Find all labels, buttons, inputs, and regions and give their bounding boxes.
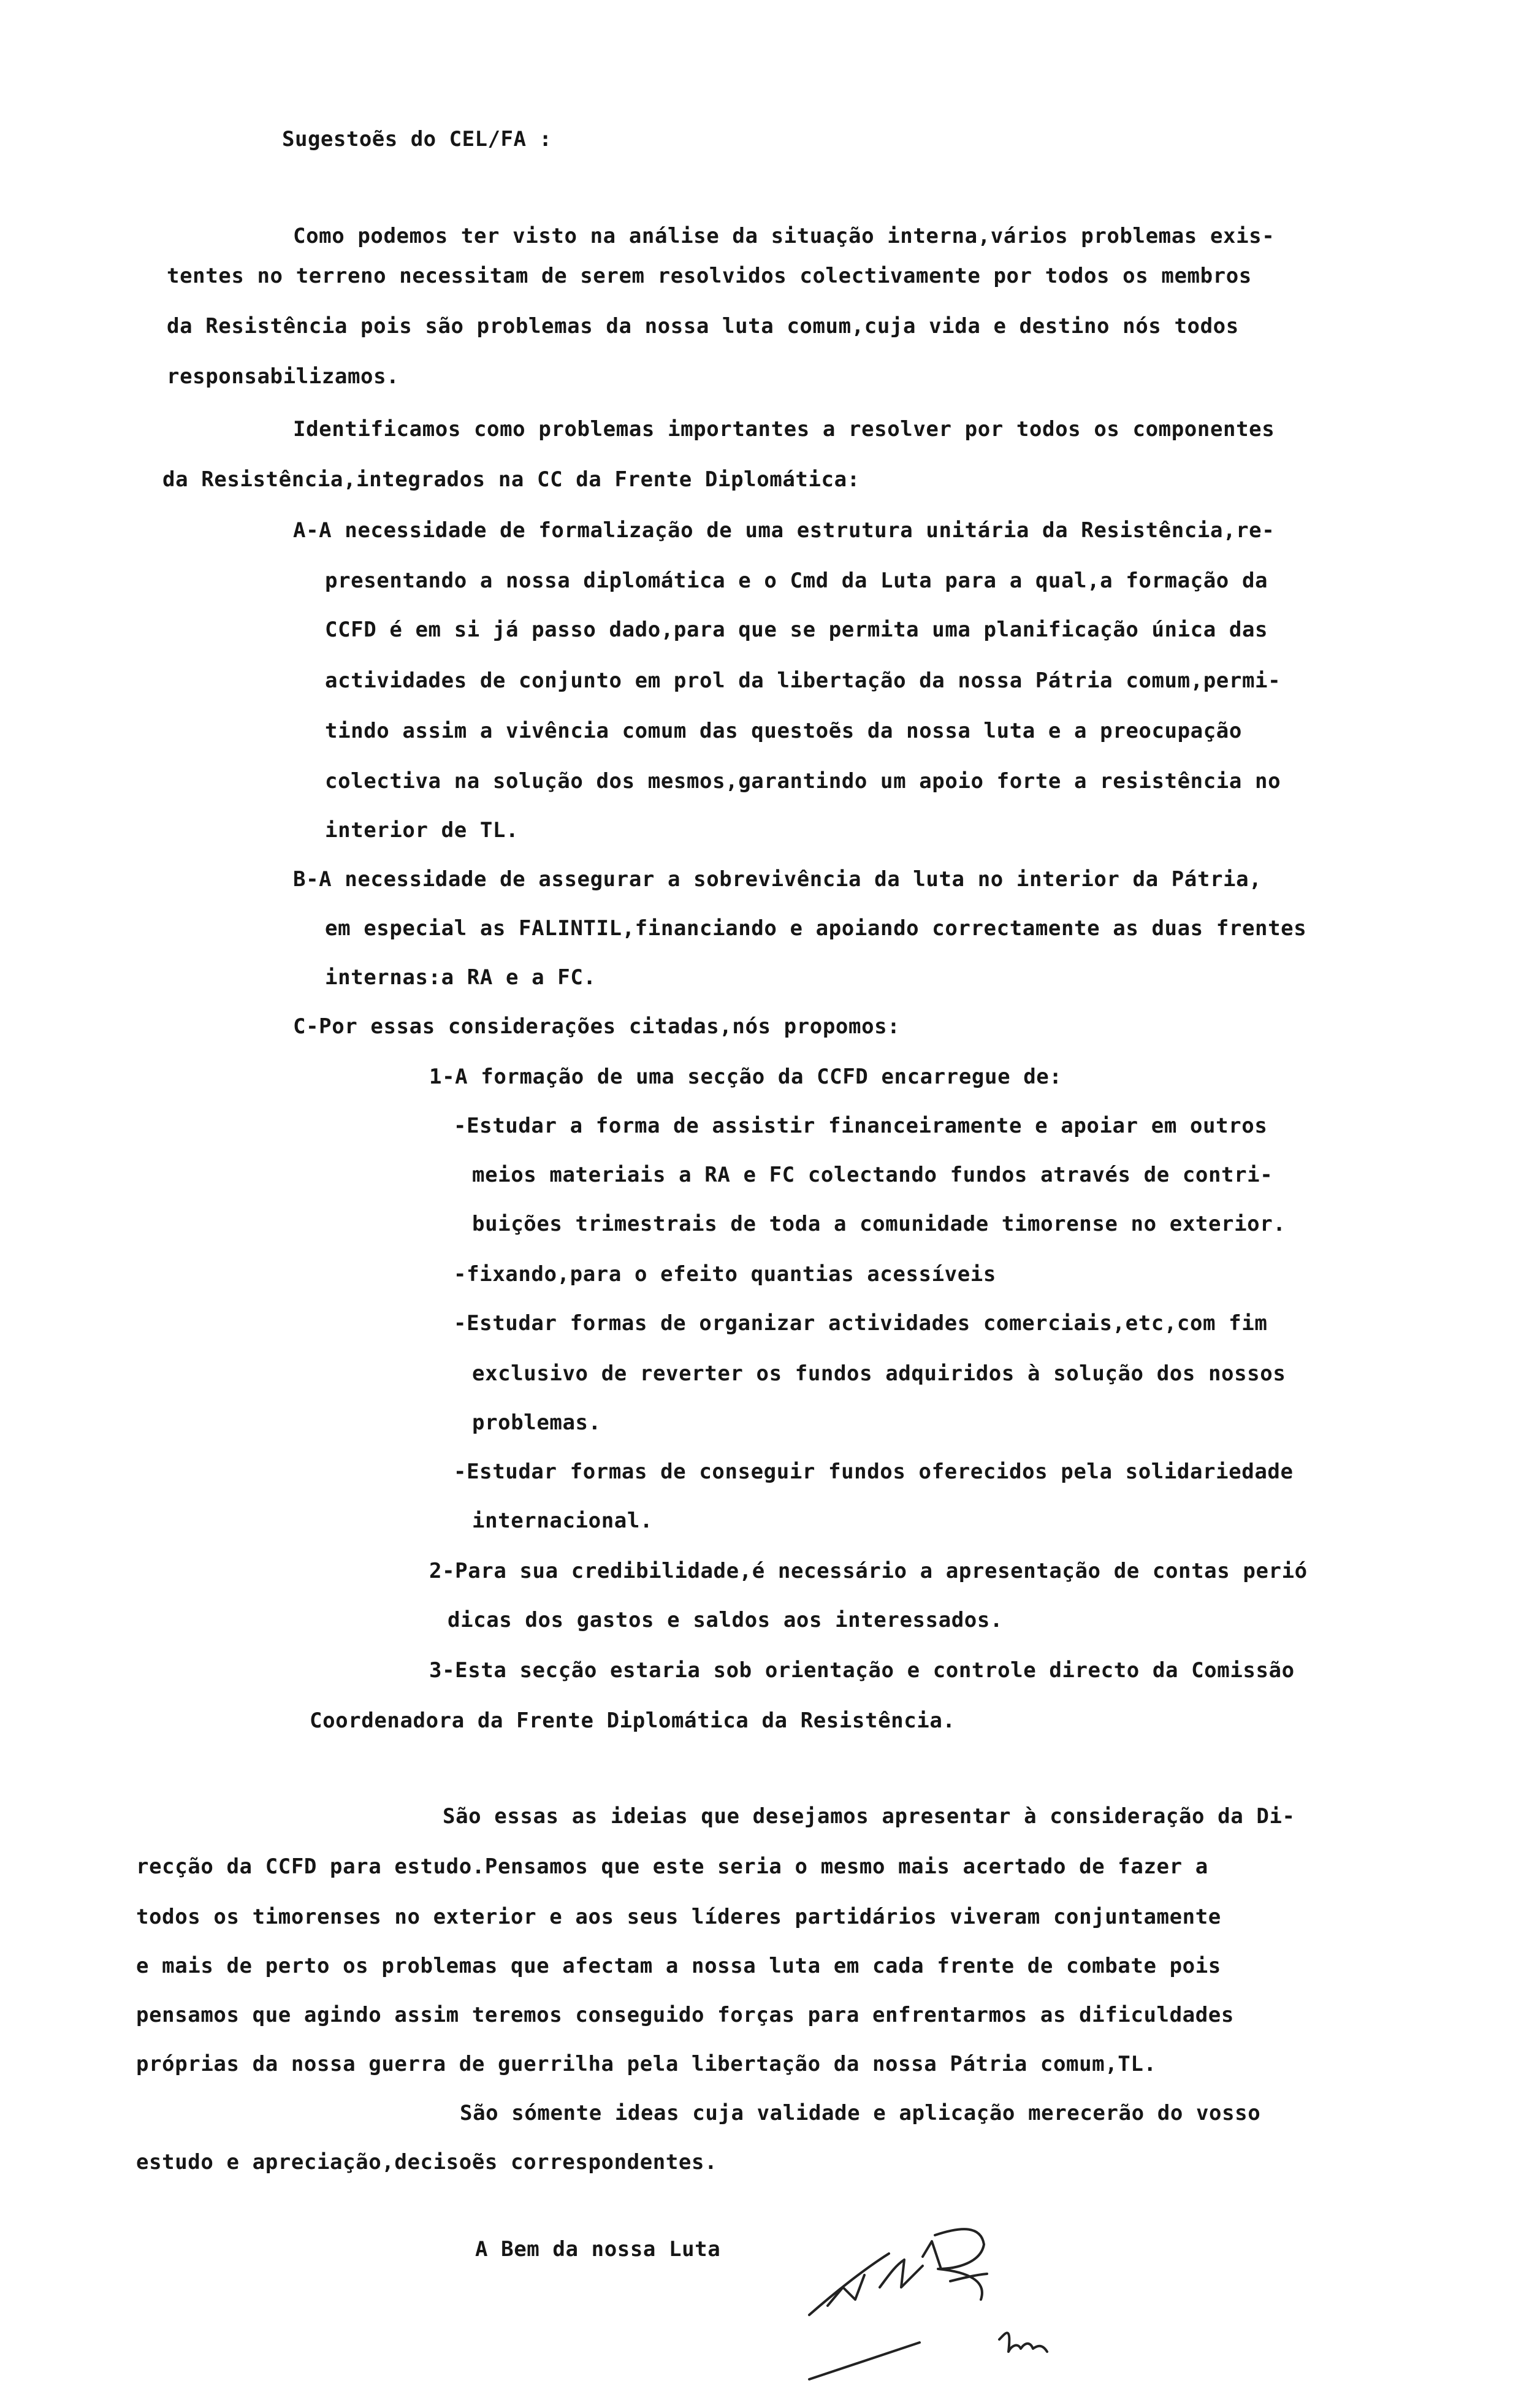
item-a-line: CCFD é em si já passo dado,para que se permita uma planificação única das [325,618,1268,642]
proposal-2-line: dicas dos gastos e saldos aos interessados. [448,1608,1003,1632]
closing-line: São sómente ideas cuja validade e aplicação merecerão do vosso [460,2101,1261,2125]
proposal-1-line: 1-A formação de uma secção da CCFD encarregue de: [429,1065,1062,1089]
proposal-1-line: exclusivo de reverter os fundos adquiridos à solução dos nossos [472,1361,1286,1386]
item-a-line: interior de TL. [325,818,519,843]
closing-line: recção da CCFD para estudo.Pensamos que este seria o mesmo mais acertado de fazer a [136,1854,1208,1879]
closing-line: próprias da nossa guerra de guerrilha pela libertação da nossa Pátria comum,TL. [136,2052,1157,2076]
proposal-3-line: 3-Esta secção estaria sob orientação e controle directo da Comissão [429,1658,1295,1683]
intro-line: da Resistência pois são problemas da nossa luta comum,cuja vida e destino nós todos [167,314,1239,338]
item-a-line: tindo assim a vivência comum das questoẽs da nossa luta e a preocupação [325,719,1242,743]
proposal-1-line: meios materiais a RA e FC colectando fundos através de contri- [472,1163,1273,1187]
item-a-line: A-A necessidade de formalização de uma estrutura unitária da Resistência,re- [293,518,1275,543]
proposal-1-line: buições trimestrais de toda a comunidade timorense no exterior. [472,1212,1286,1236]
proposal-1-line: -fixando,para o efeito quantias acessíveis [454,1262,996,1287]
item-a-line: colectiva na solução dos mesmos,garantindo um apoio forte a resistência no [325,769,1281,794]
closing-line: pensamos que agindo assim teremos conseguido forças para enfrentarmos as dificuldades [136,2003,1234,2027]
intro-line: Como podemos ter visto na análise da situação interna,vários problemas exis- [293,224,1275,248]
item-b-line: B-A necessidade de assegurar a sobrevivência da luta no interior da Pátria, [293,867,1262,892]
proposal-3-line: Coordenadora da Frente Diplomática da Resistência. [310,1708,956,1733]
intro-line: tentes no terreno necessitam de serem resolvidos colectivamente por todos os membros [167,264,1252,288]
closing-line: São essas as ideias que desejamos apresentar à consideração da Di- [443,1804,1295,1829]
proposal-1-line: -Estudar formas de organizar actividades comerciais,etc,com fim [454,1311,1268,1336]
closing-line: estudo e apreciação,decisoẽs correspondentes. [136,2150,718,2174]
signoff: A Bem da nossa Luta [475,2237,721,2262]
handwritten-signature [797,2201,1091,2385]
proposal-1-line: problemas. [472,1410,601,1435]
intro-line: responsabilizamos. [167,364,400,389]
item-a-line: presentando a nossa diplomática e o Cmd da Luta para a qual,a formação da [325,568,1268,593]
item-a-line: actividades de conjunto em prol da libertação da nossa Pátria comum,permi- [325,668,1281,693]
identify-line: Identificamos como problemas importantes a resolver por todos os componentes [293,417,1275,442]
proposal-1-line: -Estudar a forma de assistir financeiramente e apoiar em outros [454,1114,1268,1138]
proposal-1-line: -Estudar formas de conseguir fundos oferecidos pela solidariedade [454,1459,1294,1484]
proposal-1-line: internacional. [472,1509,653,1533]
closing-line: e mais de perto os problemas que afectam a nossa luta em cada frente de combate pois [136,1954,1221,1978]
closing-line: todos os timorenses no exterior e aos seus líderes partidários viveram conjuntamente [136,1905,1221,1929]
proposal-2-line: 2-Para sua credibilidade,é necessário a apresentação de contas perió [429,1559,1308,1583]
item-c-line: C-Por essas considerações citadas,nós propomos: [293,1014,901,1039]
document-title: Sugestoẽs do CEL/FA : [282,127,552,151]
identify-line: da Resistência,integrados na CC da Frente Diplomática: [162,467,860,492]
item-b-line: internas:a RA e a FC. [325,965,597,990]
item-b-line: em especial as FALINTIL,financiando e apoiando correctamente as duas frentes [325,916,1307,941]
